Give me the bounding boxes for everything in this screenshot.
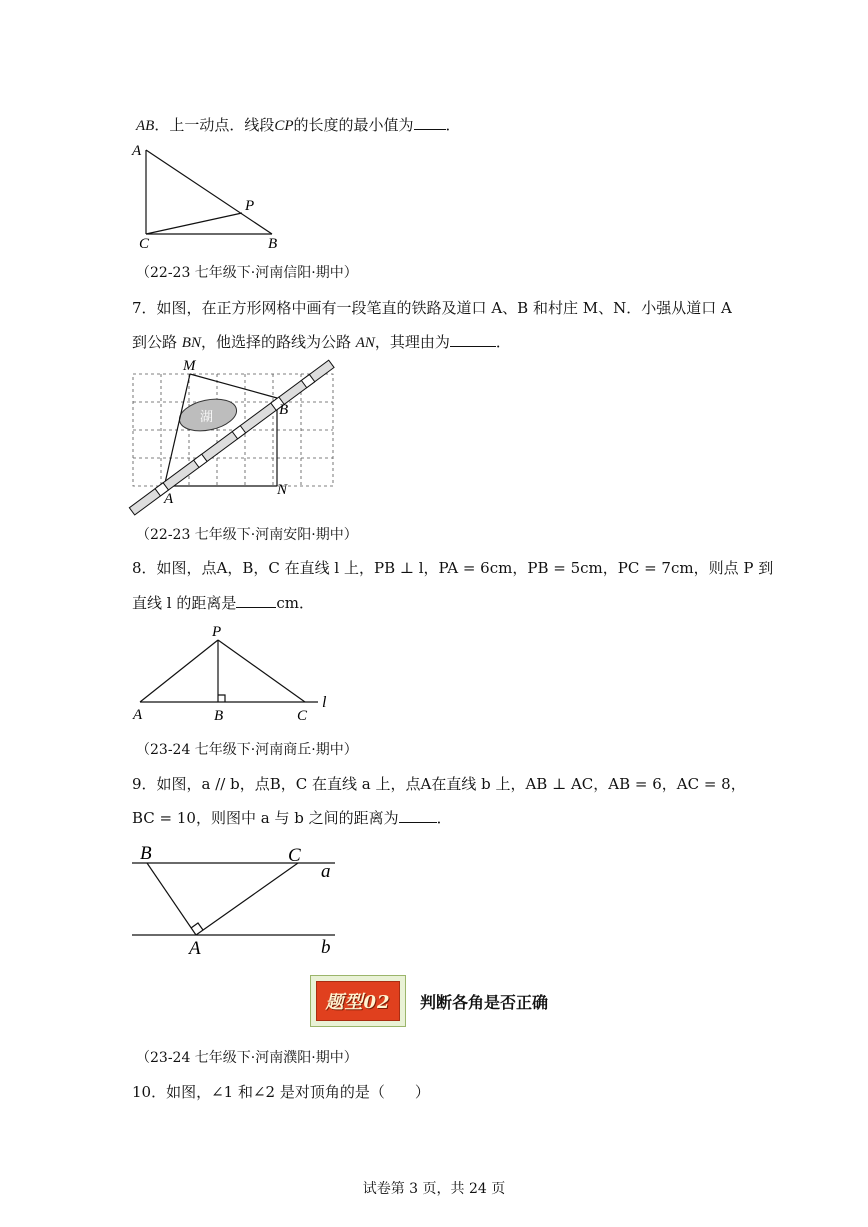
q8-source: （22-23 七年级下·河南安阳·期中） [136,527,358,543]
label-C: C [297,708,308,724]
label-P: P [245,198,255,214]
label-P: P [212,624,222,640]
label-B: B [279,402,289,418]
question-type-badge [310,975,406,1027]
label-b: b [321,937,331,958]
q6-text-b: 的长度的最小值为 [293,116,414,134]
label-N: N [277,482,288,498]
label-C: C [288,845,301,866]
q7-text-c: ，其理由为 [374,333,450,351]
badge-label: 题型02 [316,981,400,1021]
q7-line1: 7．如图，在正方形网格中画有一段笔直的铁路及道口 A、B 和村庄 M、N．小强从道口 A [132,299,732,317]
label-C: C [139,236,150,252]
q10-line1: 10．如图，∠1 和∠2 是对顶角的是（ ） [132,1083,430,1101]
label-a: a [321,861,331,882]
label-B: B [268,236,278,252]
label-A: A [132,143,142,159]
q10-source: （23-24 七年级下·河南濮阳·期中） [136,1050,358,1066]
label-M: M [183,358,196,374]
q7-text-b: ，他选择的路线为公路 [200,333,356,351]
page-footer: 试卷第 3 页，共 24 页 [362,1181,506,1197]
q8-unit: cm． [276,594,314,612]
q9-tail-punct: ． [436,809,452,827]
label-l: l [322,694,327,711]
q6-tail-punct: ． [445,116,461,134]
q7-source: （22-23 七年级下·河南信阳·期中） [136,265,358,281]
label-A: A [164,491,174,507]
q8-line1: 8．如图，点A，B，C 在直线 l 上，PB ⊥ l，PA = 6cm，PB = 5cm，PC = 7cm，则点 P 到 [132,559,774,577]
label-B: B [140,843,152,864]
lake-label: 湖 [200,409,214,424]
label-A: A [189,938,201,959]
q8-text-a: 直线 l 的距离是 [132,594,237,612]
q9-source: （23-24 七年级下·河南商丘·期中） [136,742,358,758]
road-bn: BN [181,335,201,351]
q9-line1: 9．如图，a // b，点B，C 在直线 a 上，点A在直线 b 上，AB ⊥ AC，AB = 6，AC = 8， [132,775,746,793]
road-an: AN [355,335,375,351]
q9-text-a: BC = 10，则图中 a 与 b 之间的距离为 [132,809,399,827]
q7-tail-punct: ． [495,333,511,351]
q7-text-a: 到公路 [132,333,182,351]
segment-cp: CP [274,118,294,134]
q6-text-a: ．上一动点．线段 [154,116,275,134]
segment-ab: AB [136,118,155,134]
label-B: B [214,708,224,724]
label-A: A [133,707,143,723]
section-title: 判断各角是否正确 [420,993,549,1012]
